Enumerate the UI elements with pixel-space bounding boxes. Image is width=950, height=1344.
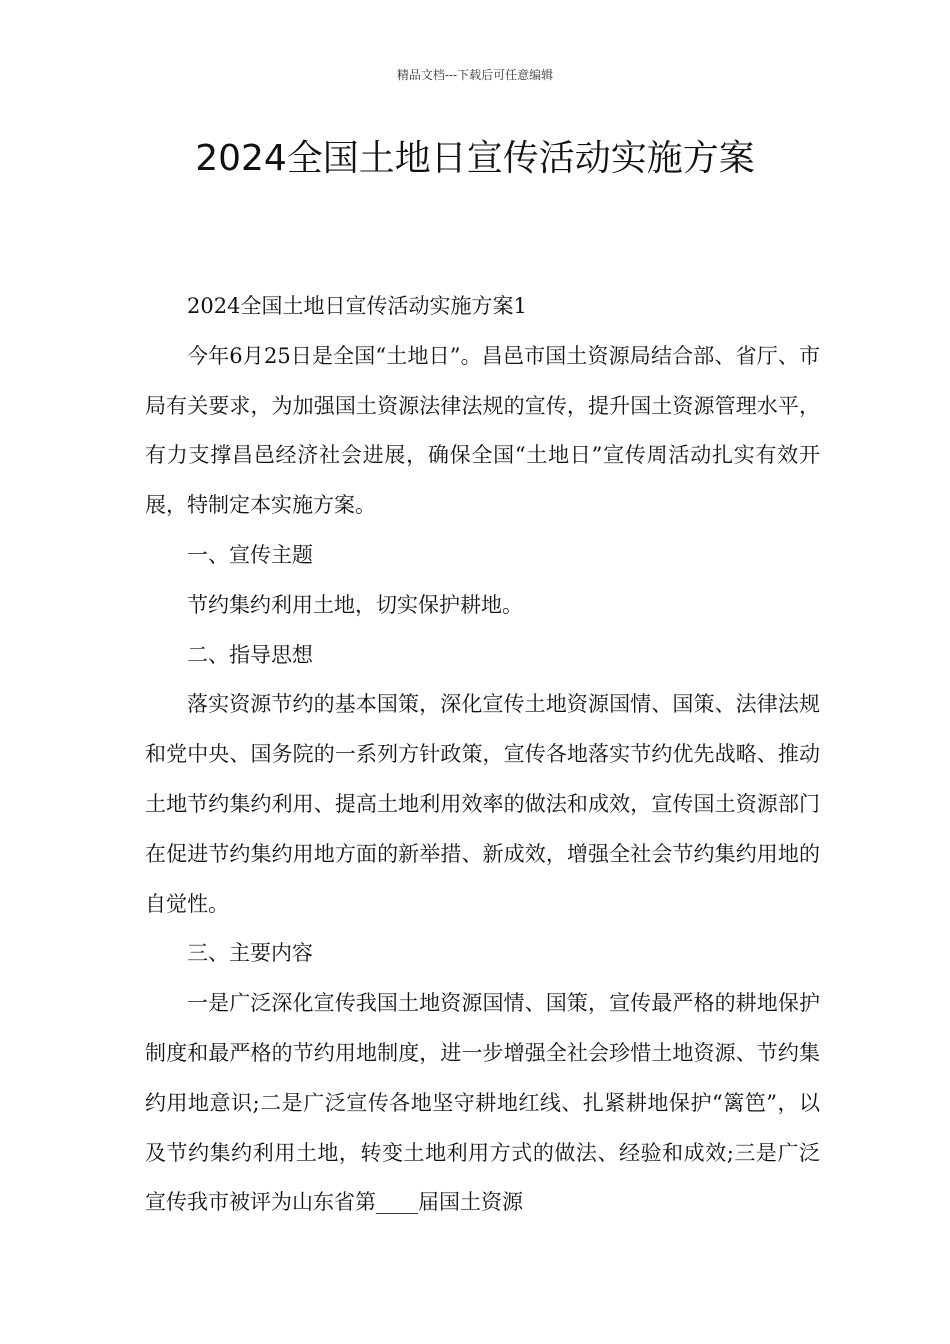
document-title: 2024全国土地日宣传活动实施方案 — [195, 138, 755, 179]
document-body — [145, 282, 820, 1228]
paragraph-intro: 今年6月25日是全国“土地日”。昌邑市国土资源局结合部、省厅、市局有关要求，为加强国土资源法律法规的宣传，提升国土资源管理水平，有力支撑昌邑经济社会进展，确保全国“土地日”宣传周活动扎实有效开展，特制定本实施方案。 — [145, 343, 820, 518]
section-heading-content: 三、主要内容 — [187, 941, 313, 966]
header-note: 精品文档---下载后可任意编辑 — [396, 68, 554, 82]
paragraph-guidance: 落实资源节约的基本国策，深化宣传土地资源国情、国策、法律法规和党中央、国务院的一系列方针政策，宣传各地落实节约优先战略、推动土地节约集约利用、提高土地利用效率的做法和成效，宣传国土资源部门在促进节约集约用地方面的新举措、新成效，增强全社会节约集约用地的自觉性。 — [145, 692, 820, 916]
paragraph-content: 一是广泛深化宣传我国土地资源国情、国策，宣传最严格的耕地保护制度和最严格的节约用地制度，进一步增强全社会珍惜土地资源、节约集约用地意识;二是广泛宣传各地坚守耕地红线、扎紧耕地保护“篱笆”，以及节约集约利用土地，转变土地利用方式的做法、经验和成效;三是广泛宣传我市被评为山东省第____届国土资源 — [145, 991, 820, 1215]
paragraph-subtitle: 2024全国土地日宣传活动实施方案1 — [187, 294, 527, 318]
paragraph-theme: 节约集约利用土地，切实保护耕地。 — [187, 592, 523, 617]
section-heading-guidance: 二、指导思想 — [187, 642, 313, 667]
section-heading-theme: 一、宣传主题 — [187, 542, 313, 567]
